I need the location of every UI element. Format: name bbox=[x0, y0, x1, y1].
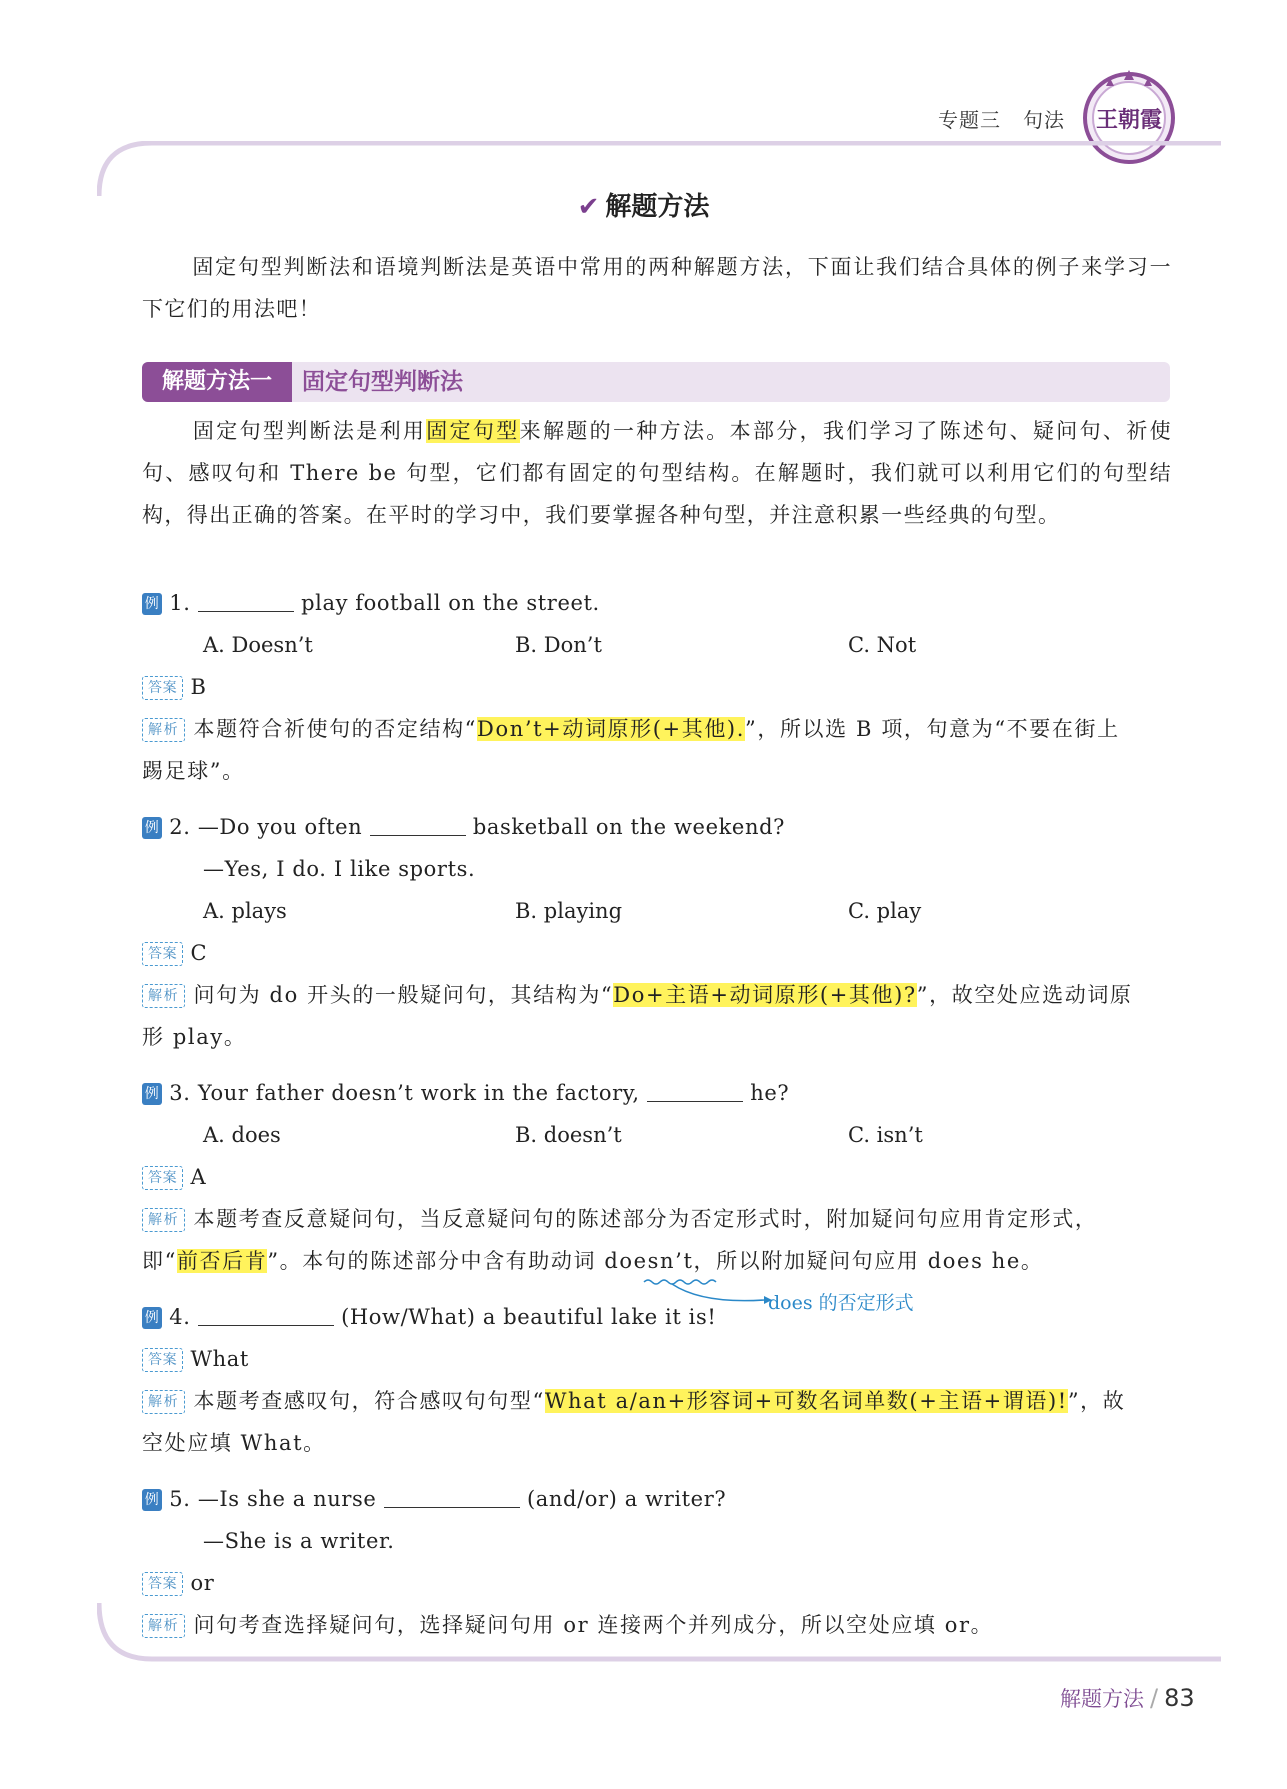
question-text: he? bbox=[750, 1081, 790, 1105]
topic-label: 句法 bbox=[1023, 108, 1065, 132]
example-num: 4. bbox=[169, 1305, 191, 1329]
example-num: 2. bbox=[169, 815, 191, 839]
question-text: (and/or) a writer? bbox=[527, 1487, 727, 1511]
answer-blank bbox=[370, 813, 466, 836]
example-3-analysis bbox=[142, 1204, 1097, 1234]
method-name: 固定句型判断法 bbox=[302, 369, 463, 395]
brand-seal-logo bbox=[1080, 64, 1178, 170]
section-title-text: 解题方法 bbox=[605, 192, 710, 222]
analysis-text: ”，故空处应选动词原 bbox=[916, 983, 1133, 1007]
analysis-text: 问句考查选择疑问句，选择疑问句用 or 连接两个并列成分，所以空处应填 or。 bbox=[193, 1613, 994, 1637]
example-1-answer bbox=[142, 672, 207, 702]
footer-separator: / bbox=[1150, 1684, 1159, 1712]
method-bar bbox=[142, 362, 1170, 402]
intro-text: 固定句型判断法和语境判断法是英语中常用的两种解题方法，下面让我们结合具体的例子来学习一下它们的用法吧！ bbox=[142, 255, 1172, 321]
analysis-highlight: Do+主语+动词原形(+其他)? bbox=[613, 983, 917, 1007]
analysis-label: 解析 bbox=[142, 718, 185, 742]
example-4-question bbox=[142, 1302, 716, 1332]
analysis-label: 解析 bbox=[142, 1614, 185, 1638]
example-badge: 例 bbox=[142, 1307, 162, 1329]
example-1-analysis bbox=[142, 714, 1120, 744]
example-2-answer bbox=[142, 938, 207, 968]
intro-paragraph bbox=[142, 246, 1172, 330]
example-3-analysis-cont bbox=[142, 1246, 1043, 1276]
question-text: Your father doesn’t work in the factory, bbox=[197, 1081, 640, 1105]
answer-label: 答案 bbox=[142, 1166, 183, 1190]
question-text: basketball on the weekend? bbox=[472, 815, 785, 839]
example-5-analysis bbox=[142, 1610, 993, 1640]
analysis-text: ”。本句的陈述部分中含有助动词 doesn’t，所以附加疑问句应用 does he。 bbox=[267, 1249, 1044, 1273]
analysis-text: 本题考查反意疑问句，当反意疑问句的陈述部分为否定形式时，附加疑问句应用肯定形式， bbox=[193, 1207, 1098, 1231]
answer-label: 答案 bbox=[142, 1348, 183, 1372]
answer-value: C bbox=[190, 941, 208, 965]
method-tag: 解题方法一 bbox=[142, 362, 292, 402]
analysis-highlight: 前否后肯 bbox=[176, 1249, 268, 1273]
example-badge: 例 bbox=[142, 817, 162, 839]
example-2-reply: —Yes, I do. I like sports. bbox=[203, 857, 476, 881]
svg-text:王朝霞: 王朝霞 bbox=[1095, 107, 1163, 133]
analysis-text: 即“ bbox=[142, 1249, 177, 1273]
answer-label: 答案 bbox=[142, 676, 183, 700]
example-4-analysis bbox=[142, 1386, 1125, 1416]
page-footer bbox=[1060, 1683, 1195, 1713]
example-2-analysis-cont: 形 play。 bbox=[142, 1025, 247, 1049]
analysis-highlight: What a/an+形容词+可数名词单数(+主语+谓语)! bbox=[544, 1389, 1068, 1413]
answer-blank bbox=[198, 1303, 334, 1326]
question-text: play football on the street. bbox=[301, 591, 600, 615]
analysis-text: 问句为 do 开头的一般疑问句，其结构为“ bbox=[193, 983, 614, 1007]
example-badge: 例 bbox=[142, 593, 162, 615]
question-text: —Do you often bbox=[197, 815, 363, 839]
example-4-answer bbox=[142, 1344, 249, 1374]
option-c: C. isn’t bbox=[848, 1123, 923, 1147]
analysis-label: 解析 bbox=[142, 1208, 185, 1232]
answer-label: 答案 bbox=[142, 1572, 183, 1596]
question-text: (How/What) a beautiful lake it is! bbox=[341, 1305, 717, 1329]
answer-value: A bbox=[190, 1165, 207, 1189]
analysis-text: 本题考查感叹句，符合感叹句句型“ bbox=[193, 1389, 545, 1413]
example-2-question bbox=[142, 812, 785, 842]
method-paragraph bbox=[142, 410, 1172, 536]
example-badge: 例 bbox=[142, 1489, 162, 1511]
analysis-label: 解析 bbox=[142, 1390, 185, 1414]
analysis-text: ”，所以选 B 项，句意为“不要在街上 bbox=[745, 717, 1120, 741]
analysis-text: ”，故 bbox=[1067, 1389, 1126, 1413]
method-text-2: 来解题的一种方法。本部分，我们学习了陈述句、疑问句、祈使句、感叹句和 There be 句型，它们都有固定的句型结构。在解题时，我们就可以利用它们的句型结构，得出正确的答案。在平时的学习中，我们要掌握各种句型，并注意积累一些经典的句型。 bbox=[142, 419, 1172, 527]
example-5-reply: —She is a writer. bbox=[203, 1529, 395, 1553]
answer-blank bbox=[198, 589, 294, 612]
example-num: 3. bbox=[169, 1081, 191, 1105]
answer-label: 答案 bbox=[142, 942, 183, 966]
analysis-text: 本题符合祈使句的否定结构“ bbox=[193, 717, 478, 741]
page-number: 83 bbox=[1164, 1684, 1195, 1712]
section-title bbox=[0, 186, 1287, 223]
option-c: C. play bbox=[848, 899, 922, 923]
option-c: C. Not bbox=[848, 633, 917, 657]
example-num: 5. bbox=[169, 1487, 191, 1511]
example-4-analysis-cont: 空处应填 What。 bbox=[142, 1431, 326, 1455]
method-highlight: 固定句型 bbox=[426, 419, 520, 443]
answer-blank bbox=[647, 1079, 743, 1102]
analysis-label: 解析 bbox=[142, 984, 185, 1008]
option-b: B. playing bbox=[515, 899, 623, 923]
footer-label: 解题方法 bbox=[1060, 1687, 1144, 1711]
example-num: 1. bbox=[169, 591, 191, 615]
option-a: A. Doesn’t bbox=[203, 633, 313, 657]
question-text: —Is she a nurse bbox=[197, 1487, 377, 1511]
example-badge: 例 bbox=[142, 1083, 162, 1105]
example-3-answer bbox=[142, 1162, 206, 1192]
checkmark-icon: ✔ bbox=[577, 192, 600, 222]
option-a: A. plays bbox=[203, 899, 287, 923]
example-1-question bbox=[142, 588, 600, 618]
answer-value: or bbox=[190, 1571, 215, 1595]
example-3-question bbox=[142, 1078, 789, 1108]
running-head bbox=[938, 104, 1065, 133]
analysis-highlight: Don’t+动词原形(+其他). bbox=[477, 717, 746, 741]
chapter-label: 专题三 bbox=[938, 108, 1001, 132]
example-2-analysis bbox=[142, 980, 1133, 1010]
answer-value: B bbox=[190, 675, 207, 699]
option-b: B. doesn’t bbox=[515, 1123, 622, 1147]
example-5-answer bbox=[142, 1568, 214, 1598]
example-5-question bbox=[142, 1484, 726, 1514]
answer-blank bbox=[384, 1485, 520, 1508]
example-1-analysis-cont: 踢足球”。 bbox=[142, 759, 245, 783]
option-a: A. does bbox=[203, 1123, 281, 1147]
annotation-note: does 的否定形式 bbox=[768, 1292, 914, 1314]
option-b: B. Don’t bbox=[515, 633, 602, 657]
answer-value: What bbox=[190, 1347, 249, 1371]
method-text-1: 固定句型判断法是利用 bbox=[192, 419, 427, 443]
